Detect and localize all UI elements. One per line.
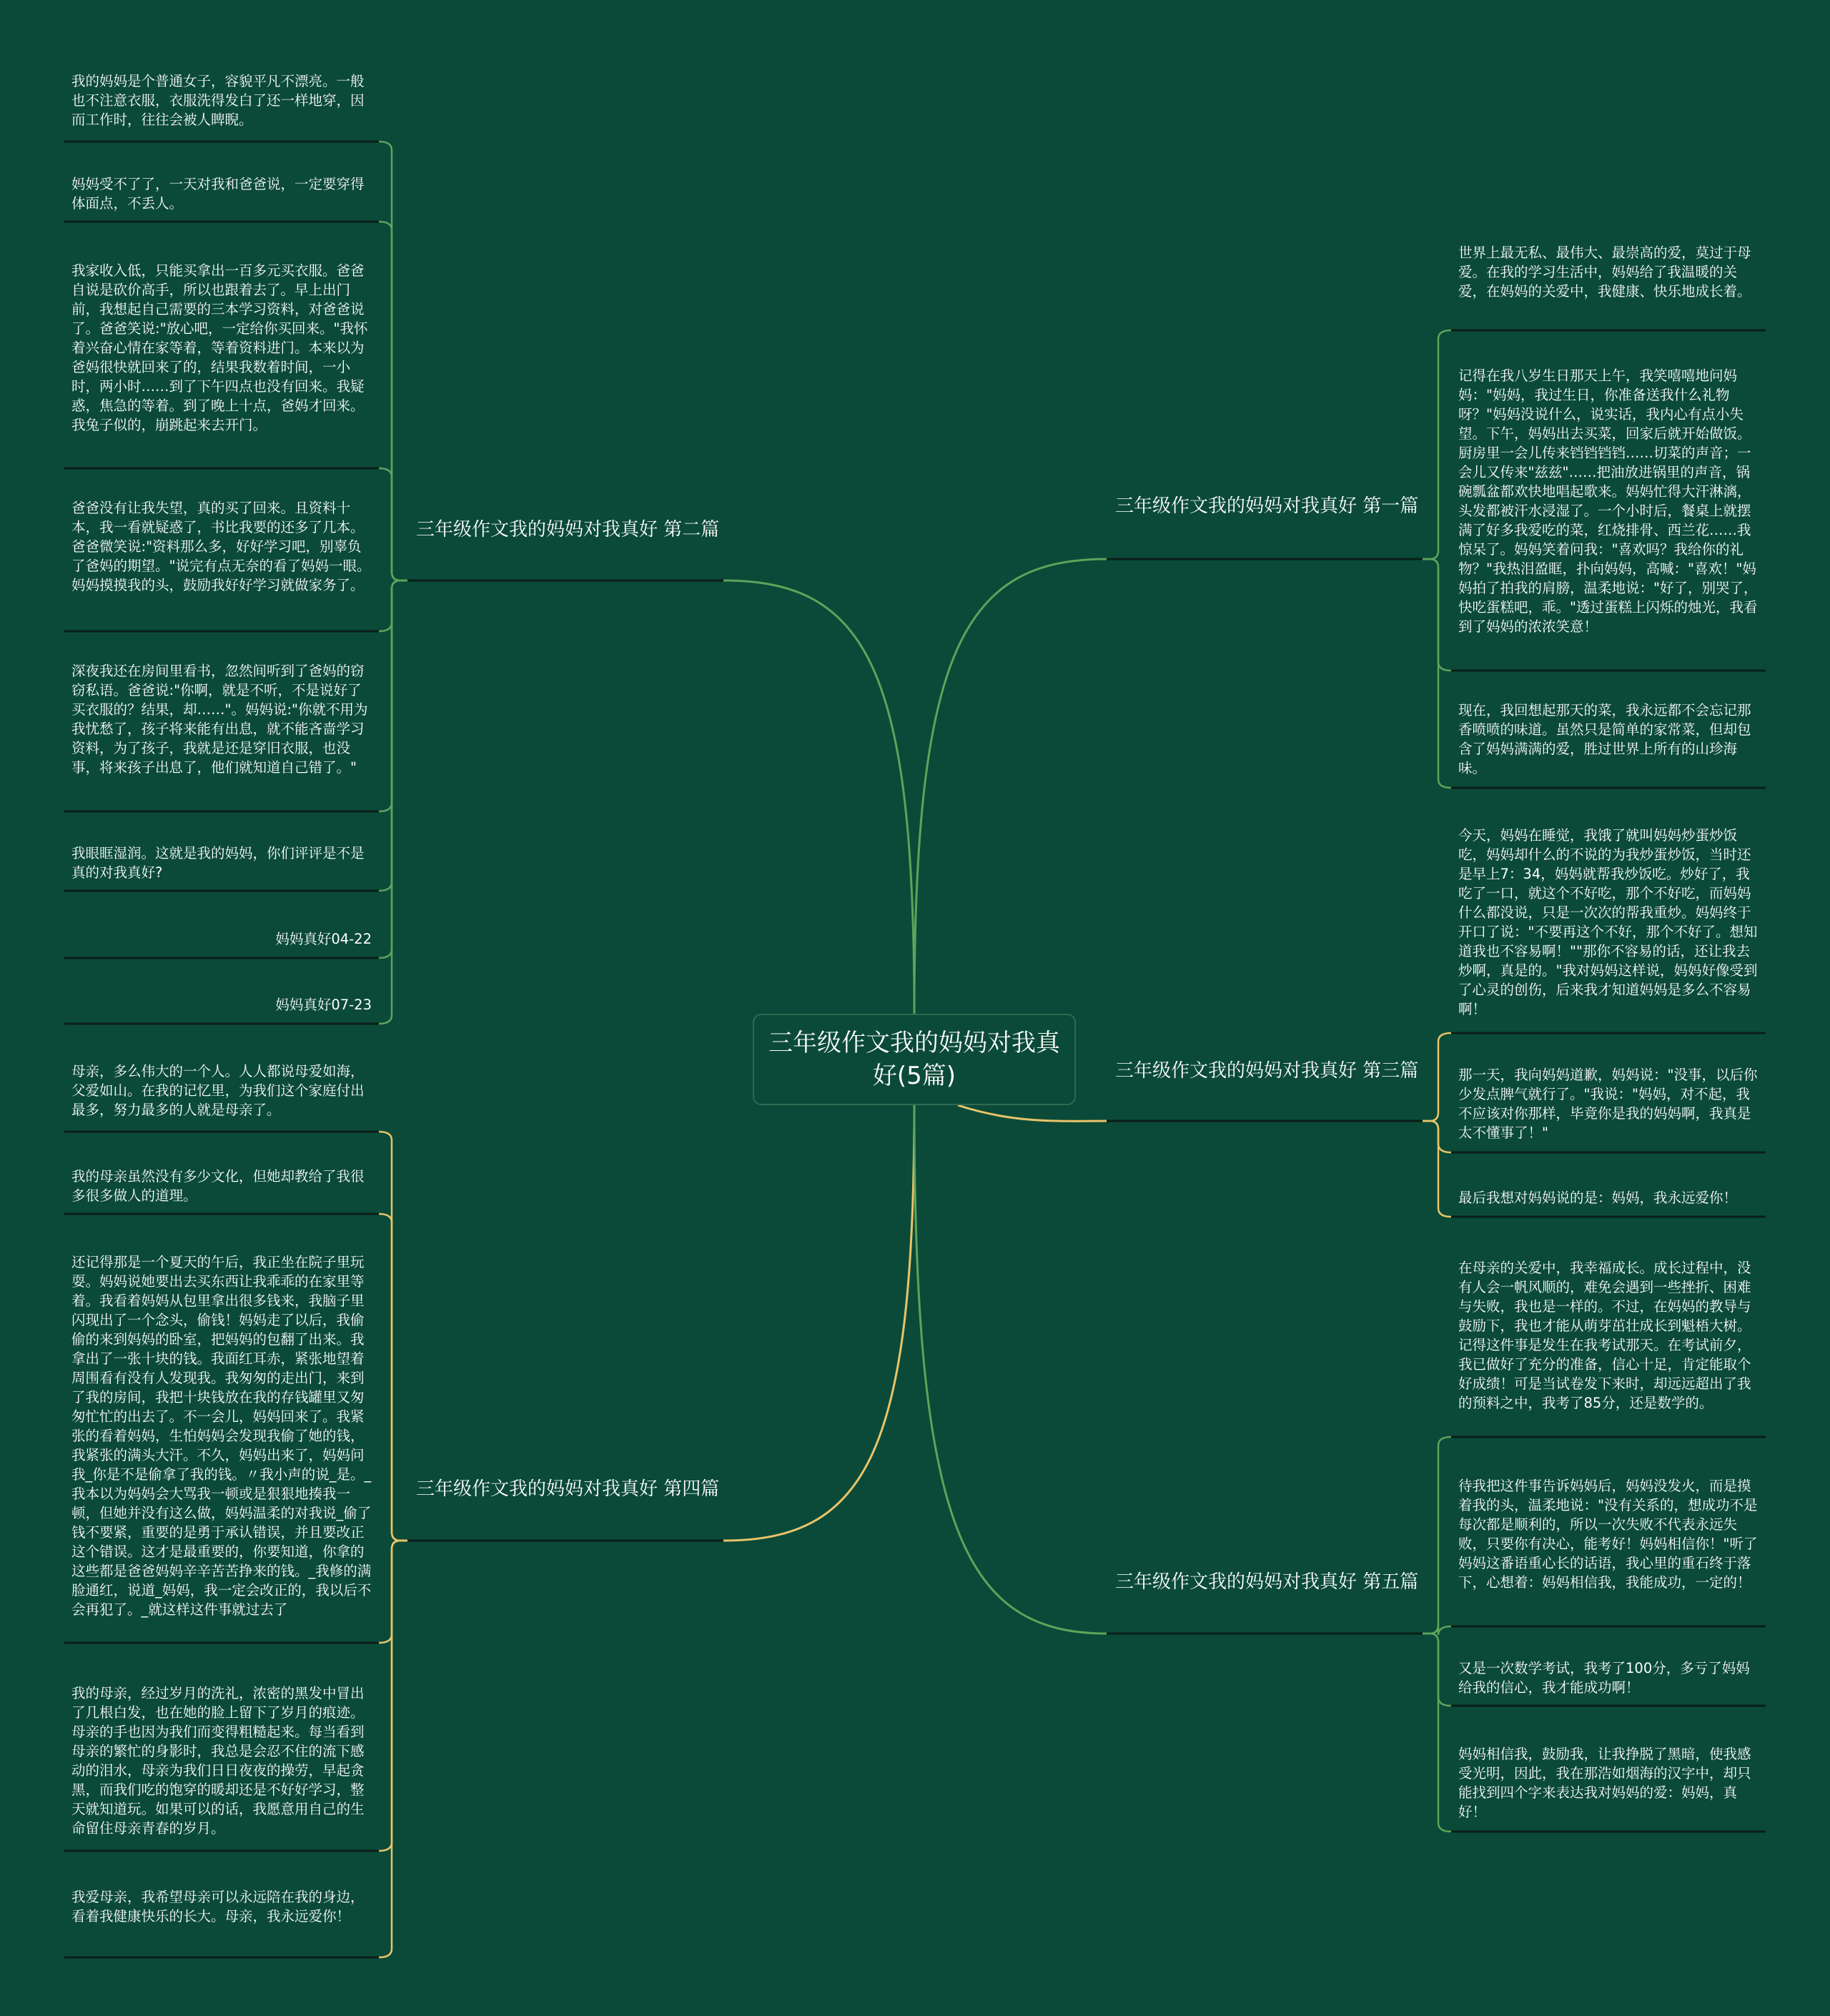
leaf-node-2-3[interactable]: 我家收入低，只能买拿出一百多元买衣服。爸爸自说是砍价高手，所以也跟着去了。早上出门前，我想起自己需要的三本学习资料，对爸爸说了。爸爸笑说:"放心吧，一定给你买回来。"我怀着兴奋心情在家等着，等着资料进门。本来以为爸妈很快就回来了的，结果我数着时间，一小时，两小时……到了下午四点也没有回来。我疑惑，焦急的等着。到了晚上十点，爸妈才回来。我兔子似的，崩跳起来去开门。	[71, 262, 368, 433]
connector-leaf-3-3	[1423, 1121, 1451, 1217]
connector-leaf-3-1	[1423, 1033, 1451, 1121]
leaf-node-2-2[interactable]: 妈妈受不了了，一天对我和爸爸说，一定要穿得体面点，不丢人。	[71, 176, 365, 212]
branch-node-2[interactable]: 三年级作文我的妈妈对我真好 第二篇	[416, 519, 720, 540]
connector-leaf-4-3	[379, 1541, 407, 1643]
connector-root-branch-2	[723, 580, 914, 1014]
leaf-node-2-1[interactable]: 我的妈妈是个普通女子，容貌平凡不漂亮。一般也不注意衣服，衣服洗得发白了还一样地穿，因而工作时，往往会被人睥睨。	[71, 73, 365, 128]
connector-leaf-2-3	[379, 468, 407, 580]
connector-leaf-2-5	[379, 580, 407, 811]
leaf-node-2-7[interactable]: 妈妈真好04-22	[275, 931, 372, 947]
connector-leaf-1-2	[1423, 559, 1451, 671]
branch-node-1[interactable]: 三年级作文我的妈妈对我真好 第一篇	[1115, 495, 1419, 517]
leaf-node-2-4[interactable]: 爸爸没有让我失望，真的买了回来。且资料十本，我一看就疑惑了，书比我要的还多了几本。爸爸微笑说:"资料那么多，好好学习吧，别辜负了爸妈的期望。"说完有点无奈的看了妈妈一眼。妈妈摸摸我的头，鼓励我好好学习就做家务了。	[71, 500, 371, 593]
leaf-node-5-4[interactable]: 妈妈相信我，鼓励我，让我挣脱了黑暗，使我感受光明，因此，我在那浩如烟海的汉字中，却只能找到四个字来表达我对妈妈的爱：妈妈，真好！	[1458, 1746, 1751, 1820]
leaf-node-2-6[interactable]: 我眼眶湿润。这就是我的妈妈，你们评评是不是真的对我真好?	[71, 845, 365, 881]
leaf-node-4-1[interactable]: 母亲，多么伟大的一个人。人人都说母爱如海，父爱如山。在我的记忆里，为我们这个家庭付出最多，努力最多的人就是母亲了。	[71, 1063, 365, 1118]
connector-root-branch-5	[914, 1105, 1107, 1634]
connector-leaf-4-2	[379, 1214, 407, 1541]
leaf-node-3-1[interactable]: 今天，妈妈在睡觉，我饿了就叫妈妈炒蛋炒饭吃，妈妈却什么的不说的为我炒蛋炒饭，当时还是早上7：34，妈妈就帮我炒饭吃。炒好了，我吃了一口，就这个不好吃，那个不好吃，而妈妈什么都没说，只是一次次的帮我重炒。妈妈终于开口了说："不要再这个不好，那个不好了。想知道我也不容易啊！""那你不容易的话，还让我去炒啊，真是的。"我对妈妈这样说，妈妈好像受到了心灵的创伤，后来我才知道妈妈是多么不容易啊！	[1458, 827, 1758, 1017]
root-node[interactable]	[753, 1014, 1076, 1105]
leaf-node-1-2[interactable]: 记得在我八岁生日那天上午，我笑嘻嘻地问妈妈："妈妈，我过生日，你准备送我什么礼物呀？"妈妈没说什么，说实话，我内心有点小失望。下午，妈妈出去买菜，回家后就开始做饭。厨房里一会儿传来铛铛铛铛……切菜的声音；一会儿又传来"兹兹"……把油放进锅里的声音，锅碗瓢盆都欢快地唱起歌来。妈妈忙得大汗淋漓，头发都被汗水浸湿了。一个小时后，餐桌上就摆满了好多我爱吃的菜，红烧排骨、西兰花……我惊呆了。妈妈笑着问我："喜欢吗？我给你的礼物？"我热泪盈眶，扑向妈妈，高喊："喜欢！"妈妈拍了拍我的肩膀，温柔地说："好了，别哭了，快吃蛋糕吧，乖。"透过蛋糕上闪烁的烛光，我看到了妈妈的浓浓笑意！	[1458, 367, 1758, 635]
branch-node-4[interactable]: 三年级作文我的妈妈对我真好 第四篇	[416, 1478, 720, 1500]
leaf-node-2-8[interactable]: 妈妈真好07-23	[275, 997, 372, 1013]
connector-root-branch-1	[914, 559, 1107, 1014]
leaf-node-2-5[interactable]: 深夜我还在房间里看书，忽然间听到了爸妈的窃窃私语。爸爸说:"你啊，就是不听，不是说好了买衣服的？结果，却……"。妈妈说:"你就不用为我忧愁了，孩子将来能有出息，就不能吝啬学习资料，为了孩子，我就是还是穿旧衣服，也没事，将来孩子出息了，他们就知道自己错了。"	[71, 663, 368, 776]
connector-leaf-4-4	[379, 1541, 407, 1851]
connector-leaf-2-1	[379, 142, 407, 580]
leaf-node-1-3[interactable]: 现在，我回想起那天的菜，我永远都不会忘记那香喷喷的味道。虽然只是简单的家常菜，但却包含了妈妈满满的爱，胜过世界上所有的山珍海味。	[1458, 702, 1751, 776]
leaf-node-3-2[interactable]: 那一天，我向妈妈道歉，妈妈说："没事，以后你少发点脾气就行了。"我说："妈妈，对不起，我不应该对你那样，毕竟你是我的妈妈啊，我真是太不懂事了！"	[1458, 1067, 1758, 1141]
connector-root-branch-3	[958, 1105, 1107, 1121]
leaf-node-5-1[interactable]: 在母亲的关爱中，我幸福成长。成长过程中，没有人会一帆风顺的，难免会遇到一些挫折、困难与失败，我也是一样的。不过，在妈妈的教导与鼓励下，我也才能从萌芽茁壮成长到魁梧大树。记得这件事是发生在我考试那天。在考试前夕，我已做好了充分的准备，信心十足，肯定能取个好成绩！可是当试卷发下来时，却远远超出了我的预料之中，我考了85分，还是数学的。	[1458, 1260, 1751, 1411]
connector-leaf-5-4	[1423, 1634, 1451, 1832]
branch-node-3[interactable]: 三年级作文我的妈妈对我真好 第三篇	[1115, 1060, 1419, 1082]
connector-leaf-4-5	[379, 1541, 407, 1957]
leaf-node-1-1[interactable]: 世界上最无私、最伟大、最崇高的爱，莫过于母爱。在我的学习生活中，妈妈给了我温暖的关爱，在妈妈的关爱中，我健康、快乐地成长着。	[1458, 244, 1751, 300]
root-title: 三年级作文我的妈妈对我真好(5篇)	[768, 1029, 1060, 1090]
connector-leaf-2-2	[379, 222, 407, 580]
leaf-node-5-3[interactable]: 又是一次数学考试，我考了100分，多亏了妈妈给我的信心，我才能成功啊！	[1458, 1660, 1750, 1696]
branch-node-5[interactable]: 三年级作文我的妈妈对我真好 第五篇	[1115, 1571, 1419, 1593]
connector-leaf-4-1	[379, 1132, 407, 1541]
leaf-node-4-5[interactable]: 我爱母亲，我希望母亲可以永远陪在我的身边，看着我健康快乐的长大。母亲，我永远爱你！	[71, 1889, 365, 1924]
connector-leaf-1-3	[1423, 559, 1451, 788]
connector-leaf-2-7	[379, 580, 407, 958]
connector-leaf-1-1	[1423, 330, 1451, 559]
connector-leaf-2-4	[379, 580, 407, 631]
connector-root-branch-4	[723, 1105, 914, 1541]
leaf-node-4-3[interactable]: 还记得那是一个夏天的午后，我正坐在院子里玩耍。妈妈说她要出去买东西让我乖乖的在家里等着。我看着妈妈从包里拿出很多钱来，我脑子里闪现出了一个念头，偷钱！妈妈走了以后，我偷偷的来到妈妈的卧室，把妈妈的包翻了出来。我拿出了一张十块的钱。我面红耳赤，紧张地望着周围看有没有人发现我。我匆匆的走出门，来到了我的房间，我把十块钱放在我的存钱罐里又匆匆忙忙的出去了。不一会儿，妈妈回来了。我紧张的看着妈妈，生怕妈妈会发现我偷了她的钱，我紧张的满头大汗。不久，妈妈出来了，妈妈问我_你是不是偷拿了我的钱。〃我小声的说_是。_我本以为妈妈会大骂我一顿或是狠狠地揍我一顿，但她并没有这么做，妈妈温柔的对我说_偷了钱不要紧，重要的是勇于承认错误，并且要改正这个错误。这才是最重要的，你要知道，你拿的这些都是爸爸妈妈辛辛苦苦挣来的钱。_我修的满脸通红，说道_妈妈，我一定会改正的，我以后不会再犯了。_就这样这件事就过去了	[71, 1254, 372, 1618]
leaf-node-3-3[interactable]: 最后我想对妈妈说的是：妈妈，我永远爱你！	[1458, 1190, 1738, 1206]
connector-leaf-5-1	[1423, 1437, 1451, 1634]
leaf-node-4-2[interactable]: 我的母亲虽然没有多少文化，但她却教给了我很多很多做人的道理。	[71, 1168, 365, 1204]
connector-leaf-5-3	[1423, 1634, 1451, 1706]
leaf-node-4-4[interactable]: 我的母亲，经过岁月的洗礼，浓密的黑发中冒出了几根白发，也在她的脸上留下了岁月的痕迹。母亲的手也因为我们而变得粗糙起来。每当看到母亲的繁忙的身影时，我总是会忍不住的流下感动的泪水，母亲为我们日日夜夜的操劳，早起贪黑，而我们吃的饱穿的暖却还是不好好学习，整天就知道玩。如果可以的话，我愿意用自己的生命留住母亲青春的岁月。	[71, 1685, 365, 1837]
leaf-node-5-2[interactable]: 待我把这件事告诉妈妈后，妈妈没发火，而是摸着我的头，温柔地说："没有关系的，想成功不是每次都是顺利的，所以一次失败不代表永远失败，只要你有决心，能考好！妈妈相信你！"听了妈妈这番语重心长的话语，我心里的重石终于落下，心想着：妈妈相信我，我能成功，一定的！	[1458, 1478, 1758, 1591]
connector-leaf-2-6	[379, 580, 407, 891]
